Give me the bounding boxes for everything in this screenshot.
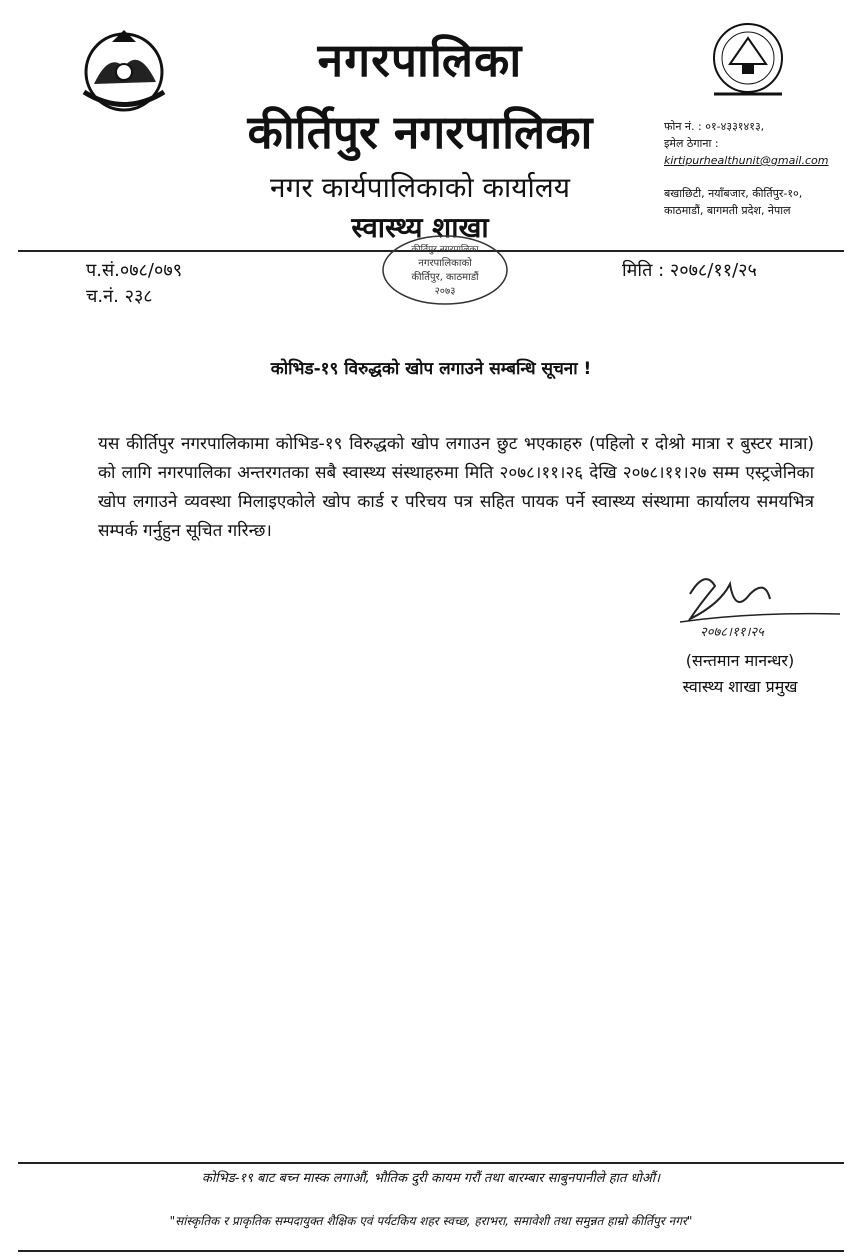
signer-designation: स्वास्थ्य शाखा प्रमुख — [682, 677, 798, 696]
footer-divider — [18, 1162, 844, 1164]
footer-slogan: "सांस्कृतिक र प्राकृतिक सम्पदायुक्त शैक्षिक एवं पर्यटकिय शहर स्वच्छ, हराभरा, समावेशी तथा समुन्नत हाम्रो कीर्तिपुर नगर" — [169, 1214, 693, 1228]
municipality-name: कीर्तिपुर नगरपालिका — [247, 105, 593, 159]
notice-date: मिति : २०७८/११/२५ — [622, 260, 757, 281]
notice-subject: कोभिड-१९ विरुद्धको खोप लगाउने सम्बन्धि सूचना ! — [270, 359, 592, 379]
patra-sankhya: प.सं.०७८/०७९ — [86, 260, 183, 281]
phone-text: फोन नं. : ०१-४३३१४१३, — [664, 120, 765, 133]
bottom-border — [18, 1250, 844, 1252]
stamp-line-3: कीर्तिपुर, काठमाडौं — [411, 272, 479, 283]
nepal-emblem-icon — [64, 22, 184, 122]
stamp-line-4: २०७३ — [434, 286, 456, 297]
signer-name: (सन्तमान मानन्धर) — [685, 651, 795, 670]
address-line-2: काठमाडौं, बागमती प्रदेश, नेपाल — [664, 204, 791, 217]
footer-health-message: कोभिड-१९ बाट बच्न मास्क लगाऔं, भौतिक दुरी कायम गरौं तथा बारम्बार साबुनपानीले हात धोऔं। — [201, 1171, 661, 1186]
branch-name: स्वास्थ्य शाखा — [351, 211, 489, 244]
stamp-line-1: कीर्तिपुर नगरपालिका — [411, 245, 479, 255]
email-label: इमेल ठेगाना : — [664, 137, 719, 150]
signer-block — [660, 648, 820, 700]
address-line-1: बखाछिटी, नयाँबजार, कीर्तिपुर-१०, — [664, 187, 803, 200]
office-stamp — [380, 232, 510, 308]
notice-body: यस कीर्तिपुर नगरपालिकामा कोभिड-१९ विरुद्धको खोप लगाउन छुट भएकाहरु (पहिलो र दोश्रो मात्रा र बुस्टर मात्रा) को लागि नगरपालिका अन्तरगतका सबै स्वास्थ्य संस्थाहरुमा मिति २०७८।११।२६ देखि २०७८।११।२७ सम्म एस्ट्रजेनिका खोप लगाउने व्यवस्था मिलाइएकोले खोप कार्ड र परिचय पत्र सहित पायक पर्ने स्वास्थ्य संस्थामा कार्यालय समयभित्र सम्पर्क गर्नुहुन सूचित गरिन्छ। — [98, 434, 814, 541]
chalani-number: च.नं. २३८ — [86, 286, 153, 307]
contact-block — [664, 118, 854, 219]
office-name: नगर कार्यपालिकाको कार्यालय — [270, 171, 570, 204]
email-link[interactable]: kirtipurhealthunit@gmail.com — [664, 154, 829, 167]
letterhead-title-top: नगरपालिका — [317, 33, 523, 87]
stamp-line-2: नगरपालिकाको — [418, 258, 472, 269]
reference-block — [86, 258, 182, 310]
signature-mark — [670, 564, 850, 644]
signature-date: २०७८।११।२५ — [700, 625, 764, 640]
municipality-logo-icon — [700, 14, 796, 108]
